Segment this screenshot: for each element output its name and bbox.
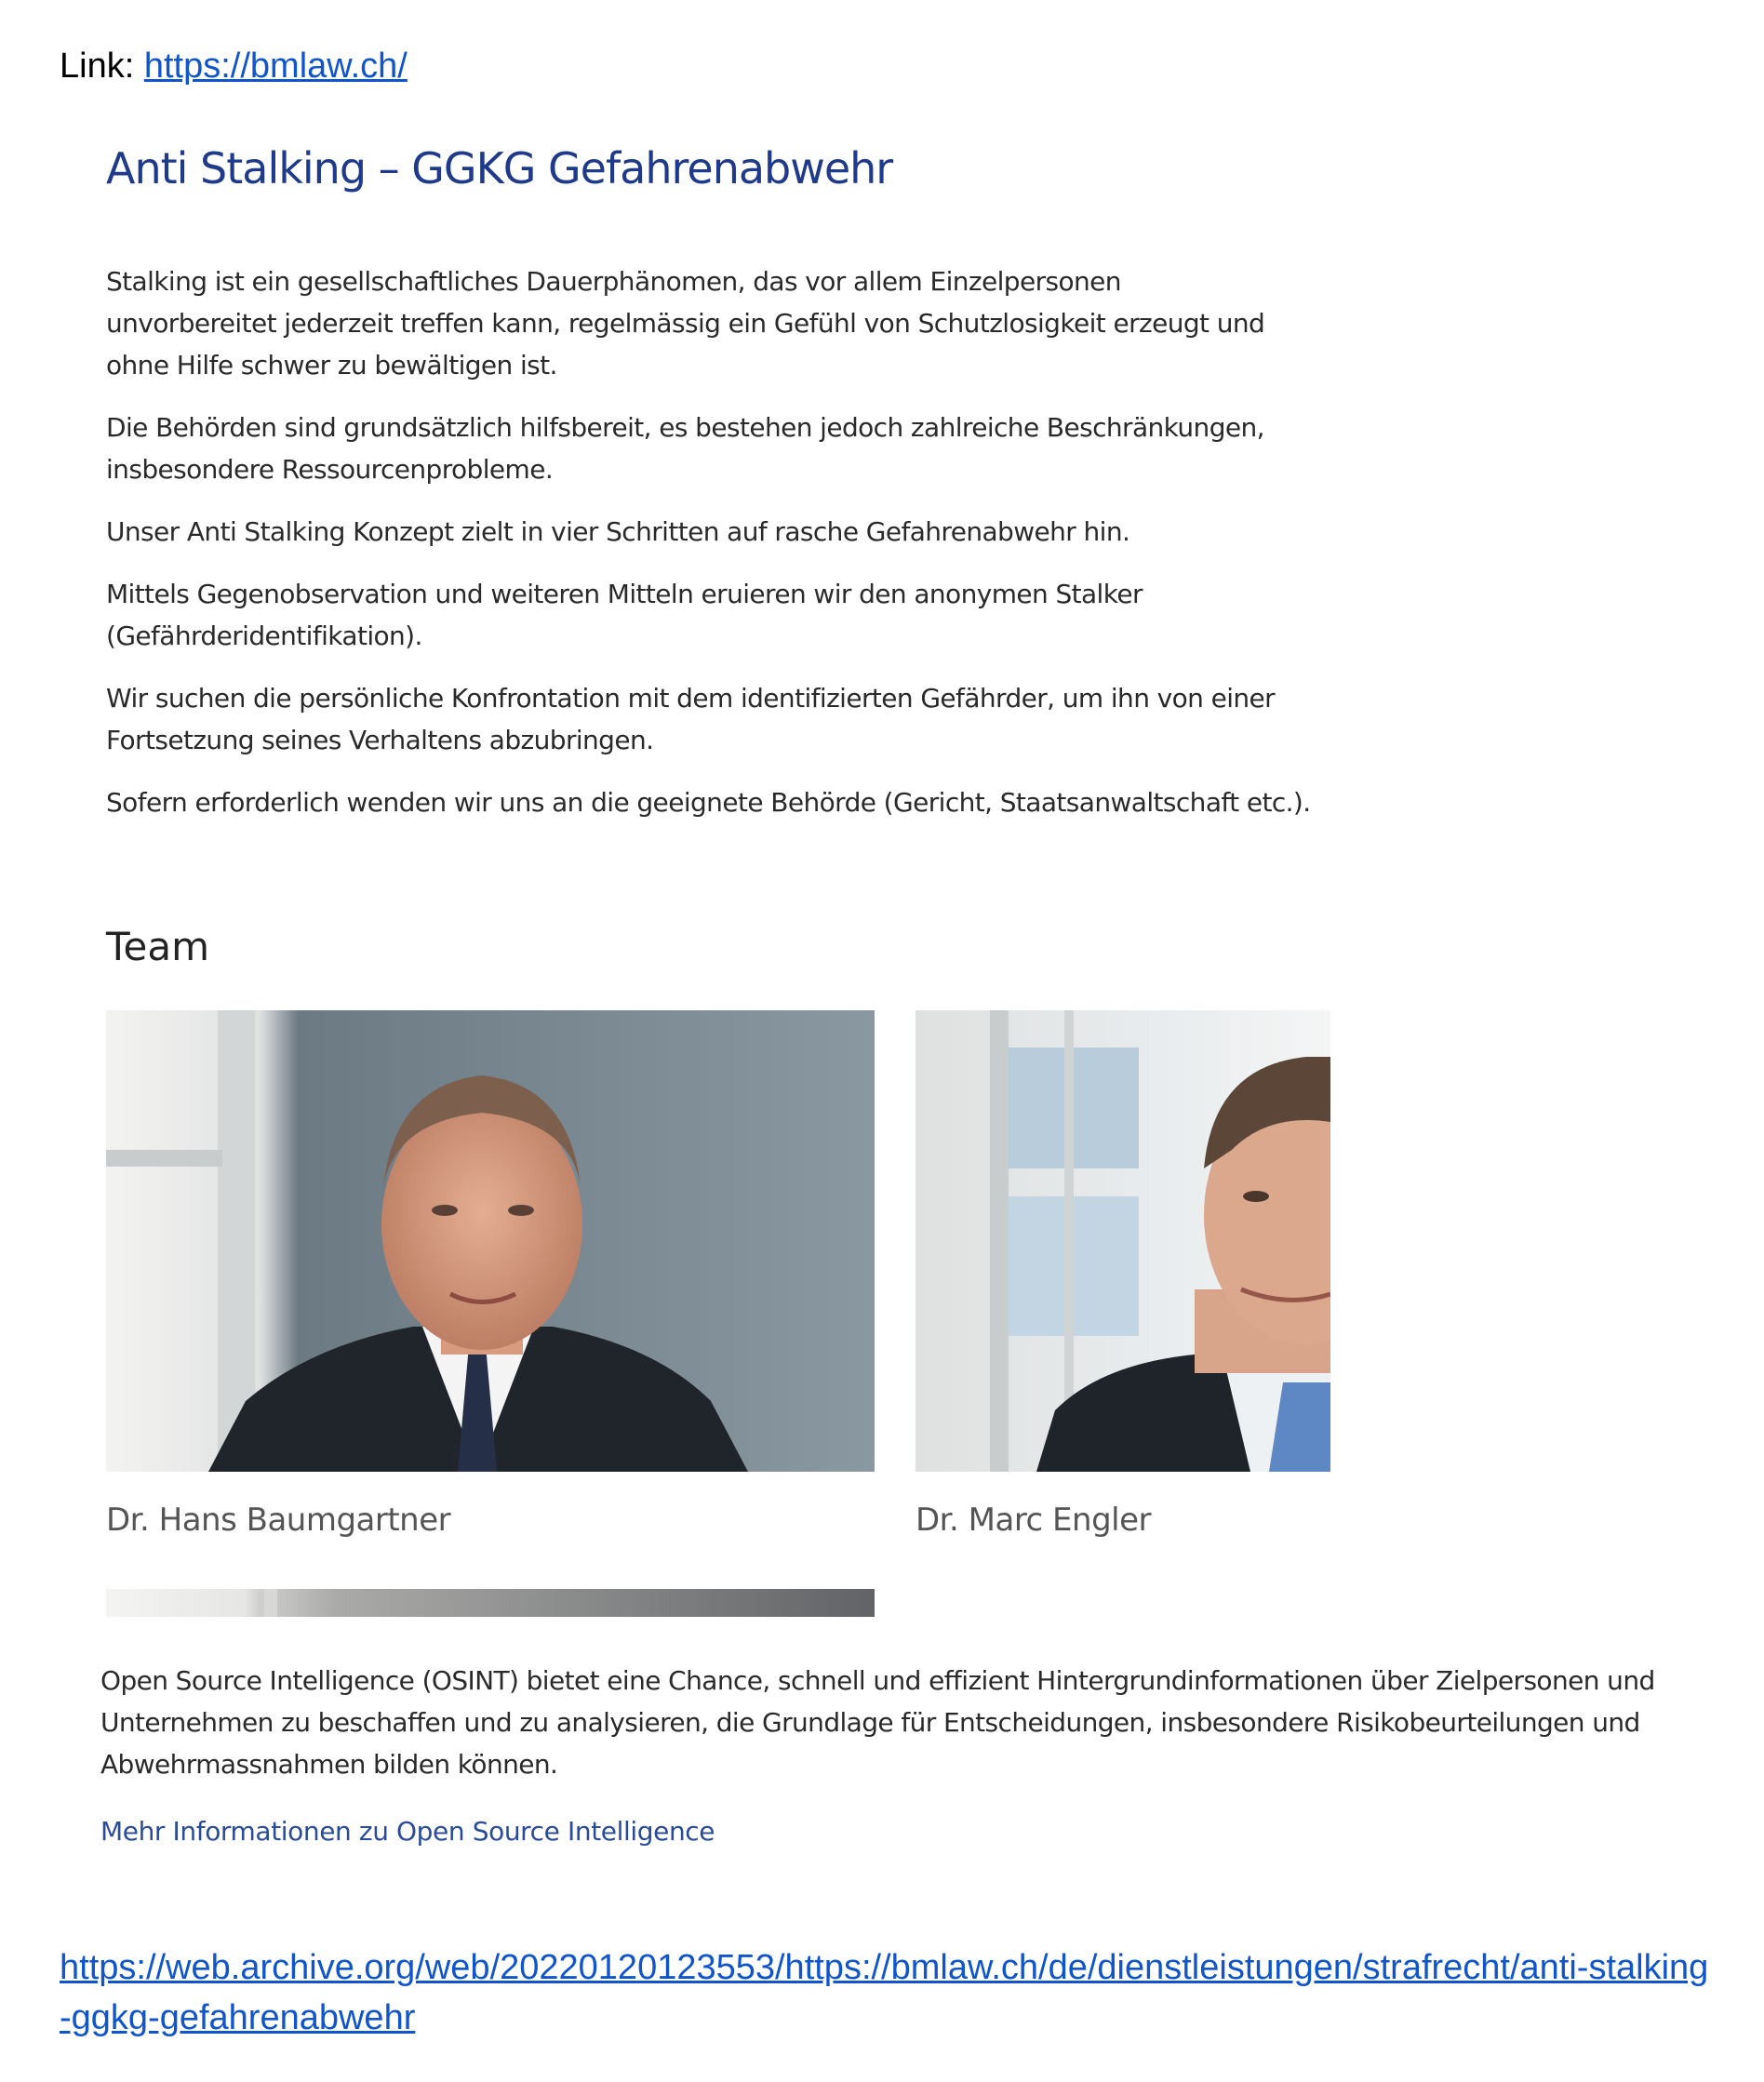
article-paragraph: Die Behörden sind grundsätzlich hilfsbereit, es bestehen jedoch zahlreiche Beschränkungen, insbesondere Ressourcenprobleme. [106,412,1264,485]
source-link[interactable]: https://bmlaw.ch/ [143,47,408,86]
source-link-line [60,41,408,91]
article-paragraph: Sofern erforderlich wenden wir uns an die geeignete Behörde (Gericht, Staatsanwaltschaft etc.). [106,787,1311,818]
article-paragraph: Stalking ist ein gesellschaftliches Dauerphänomen, das vor allem Einzelpersonen unvorbereitet jederzeit treffen kann, regelmässig ein Gefühl von Schutzlosigkeit erzeugt und ohne Hilfe schwer zu bewältigen ist. [106,266,1265,380]
source-link-label: Link: [60,47,135,86]
team-photo-engler[interactable] [915,1010,1330,1472]
team-photo-baumgartner[interactable] [106,1010,875,1472]
archive-link[interactable]: https://web.archive.org/web/20220120123553/https://bmlaw.ch/de/dienstleistungen/strafrecht/anti-stalking-ggkg-gefahrenabwehr [60,1948,1709,2037]
team-photo-partial [106,1589,875,1617]
article-paragraph: Unser Anti Stalking Konzept zielt in vier Schritten auf rasche Gefahrenabwehr hin. [106,516,1130,547]
article-paragraph: Wir suchen die persönliche Konfrontation mit dem identifizierten Gefährder, um ihn von einer Fortsetzung seines Verhaltens abzubringen. [106,683,1276,755]
article-body [106,260,1316,844]
osint-more-link[interactable]: Mehr Informationen zu Open Source Intelligence [100,1816,715,1847]
team-heading: Team [106,924,210,969]
team-member-name[interactable]: Dr. Marc Engler [915,1501,1152,1539]
team-member-name[interactable]: Dr. Hans Baumgartner [106,1501,451,1539]
archive-link-block [60,1942,1716,2043]
osint-paragraph: Open Source Intelligence (OSINT) bietet eine Chance, schnell und effizient Hintergrundinformationen über Zielpersonen und Unternehmen zu beschaffen und zu analysieren, die Grundlage für Entscheidungen, insbesondere Risikobeurteilungen und Abwehrmassnahmen bilden können. [100,1665,1655,1780]
page-title: Anti Stalking – GGKG Gefahrenabwehr [106,143,893,194]
article-paragraph: Mittels Gegenobservation und weiteren Mitteln eruieren wir den anonymen Stalker (Gefährderidentifikation). [106,579,1143,651]
